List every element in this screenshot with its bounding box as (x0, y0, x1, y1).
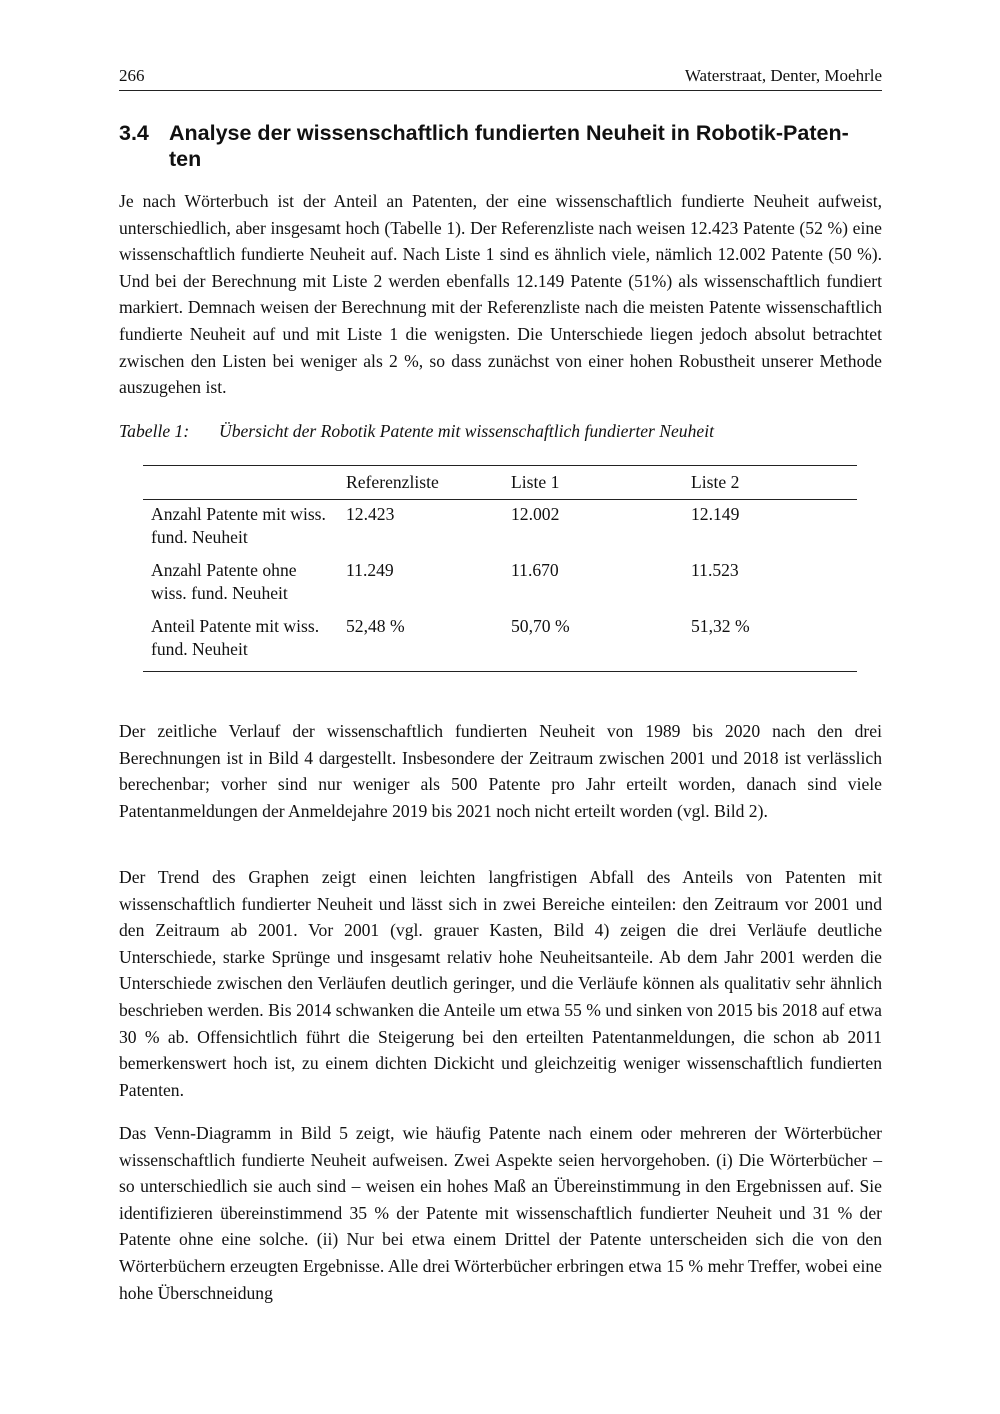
table-cell: 12.002 (511, 504, 560, 524)
section-title: Analyse der wissenschaftlich fundierten Neuheit in Robotik-Paten- ten (169, 121, 849, 171)
table-cell: 12.149 (691, 504, 740, 524)
table-cell: 11.523 (691, 560, 739, 580)
table-row-label: Anzahl Patente mit wiss. fund. Neuheit (151, 504, 326, 547)
paragraph: Der zeitliche Verlauf der wissenschaftlich fundierten Neuheit von 1989 bis 2020 nach den drei Berechnungen ist in Bild 4 dargestellt. Insbesondere der Zeitraum zwischen 2001 und 2018 ist verlässlich berechenbar; vorher sind nur weniger als 500 Patente pro Jahr erteilt worden, danach sind viele Patentanmeldungen der Anmeldejahre 2019 bis 2021 noch nicht erteilt worden (vgl. Bild 2). (119, 721, 882, 821)
table-cell: 11.670 (511, 560, 559, 580)
running-header (119, 64, 882, 91)
table-row-label: Anzahl Patente ohne wiss. fund. Neuheit (151, 560, 297, 603)
page-number: 266 (119, 66, 145, 85)
section-heading (119, 120, 882, 172)
table-row (143, 615, 857, 672)
table-cell: 12.423 (346, 504, 395, 524)
table-row (143, 500, 857, 560)
table-header-cell (143, 466, 338, 500)
table-row-label: Anteil Patente mit wiss. fund. Neuheit (151, 616, 320, 659)
table-header-cell: Referenzliste (346, 472, 439, 492)
table-caption-label: Tabelle 1: (119, 421, 190, 441)
table-cell: 52,48 % (346, 616, 405, 636)
running-header-authors: Waterstraat, Denter, Moehrle (684, 66, 882, 85)
table-cell: 51,32 % (691, 616, 750, 636)
table-header-row (143, 466, 857, 500)
table-cell: 50,70 % (511, 616, 570, 636)
table-header-cell: Liste 1 (511, 472, 560, 492)
table-cell: 11.249 (346, 560, 394, 580)
paragraph: Der Trend des Graphen zeigt einen leichten langfristigen Abfall des Anteils von Patenten mit wissenschaftlich fundierter Neuheit und lässt sich in zwei Bereiche einteilen: den Zeitraum vor 2001 und den Zeitraum ab 2001. Vor 2001 (vgl. grauer Kasten, Bild 4) zeigen die drei Verläufe deutliche Unterschiede, starke Sprünge und insgesamt relativ hohe Neuheitsanteile. Ab dem Jahr 2001 werden die Unterschiede zwischen den Verläufen deutlich geringer, und die Verläufe können als qualitativ sehr ähnlich beschrieben werden. Bis 2014 schwanken die Anteile um etwa 55 % und sinken von 2015 bis 2018 auf etwa 30 % ab. Offensichtlich führt die Steigerung bei den erteilten Patentanmeldungen, die schon ab 2011 bemerkenswert hoch ist, zu einem dichten Dickicht und gleichzeitig weniger wissenschaftlich fundierten Patenten. (119, 867, 882, 1100)
paragraph: Das Venn-Diagramm in Bild 5 zeigt, wie häufig Patente nach einem oder mehreren der Wörterbücher wissenschaftlich fundierte Neuheit aufweisen. Zwei Aspekte seien hervorgehoben. (i) Die Wörterbücher – so unterschiedlich sie auch sind – weisen ein hohes Maß an Übereinstimmung in den Ergebnissen auf. Sie identifizieren übereinstimmend 35 % der Patente mit wissenschaftlich fundierter Neuheit und 31 % der Patente ohne eine solche. (ii) Nur bei etwa einem Drittel der Patente unterscheiden sich die von den Wörterbüchern erzeugten Ergebnisse. Alle drei Wörterbücher erbringen etwa 15 % mehr Treffer, wobei eine hohe Überschneidung (119, 1123, 882, 1303)
table-caption-text: Übersicht der Robotik Patente mit wissenschaftlich fundierter Neuheit (219, 421, 714, 441)
paragraph: Je nach Wörterbuch ist der Anteil an Patenten, der eine wissenschaftlich fundierte Neuheit aufweist, unterschiedlich, aber insgesamt hoch (Tabelle 1). Der Referenzliste nach weisen 12.423 Patente (52 %) eine wissenschaftlich fundierte Neuheit auf. Nach Liste 1 sind es ähnlich viele, nämlich 12.002 Patente (50 %). Und bei der Berechnung mit Liste 2 werden ebenfalls 12.149 Patente (51%) als wissenschaftlich fundiert markiert. Demnach weisen der Berechnung mit der Referenzliste nach die meisten Patente wissenschaftlich fundierte Neuheit auf und mit Liste 1 die wenigsten. Die Unterschiede liegen jedoch absolut betrachtet zwischen den Listen bei weniger als 2 %, so dass zunächst von einer hohen Robustheit unserer Methode auszugehen ist. (119, 191, 882, 398)
section-number: 3.4 (119, 121, 149, 145)
results-table (143, 465, 857, 672)
table-row (143, 559, 857, 615)
table-header-cell: Liste 2 (691, 472, 740, 492)
